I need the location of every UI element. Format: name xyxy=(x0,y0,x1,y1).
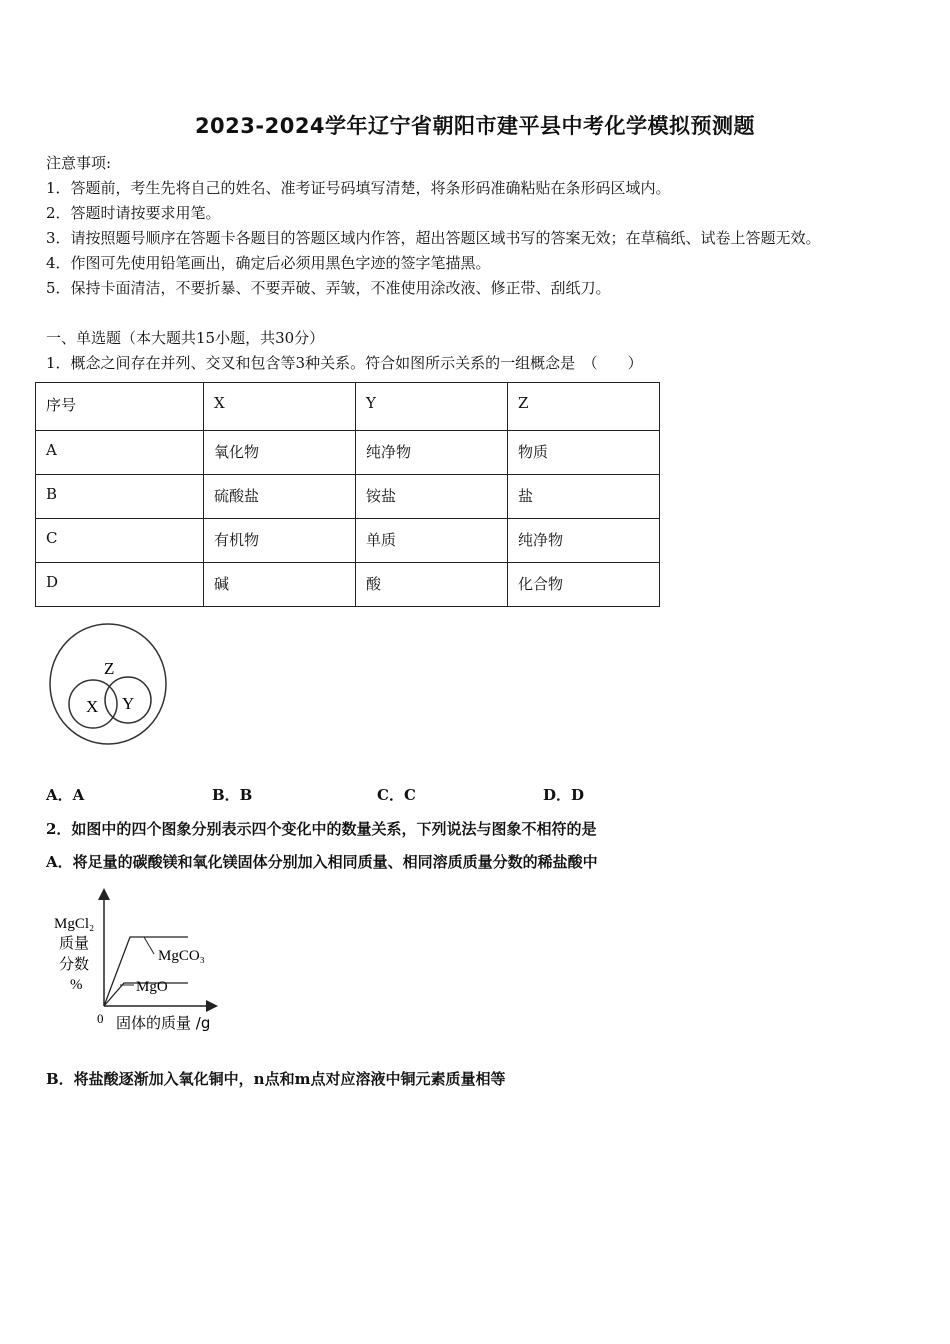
z-circle xyxy=(50,624,166,744)
page-title: 2023-2024学年辽宁省朝阳市建平县中考化学模拟预测题 xyxy=(194,114,756,138)
option-c: C．C xyxy=(377,786,416,804)
note-item: 4．作图可先使用铅笔画出，确定后必须用黑色字迹的签字笔描黑。 xyxy=(46,254,491,272)
concept-table xyxy=(35,382,660,607)
table-cell: C xyxy=(36,519,204,563)
table-row xyxy=(36,475,660,519)
table-cell: B xyxy=(36,475,204,519)
mgco3-pointer xyxy=(144,937,154,954)
y-axis-label-2: 质量 xyxy=(59,934,90,952)
table-cell: 酸 xyxy=(356,563,508,607)
y-axis-label-1: MgCl₂ xyxy=(54,916,95,932)
y-axis-label-3: 分数 xyxy=(59,955,90,973)
z-label: Z xyxy=(104,659,115,678)
table-header-row xyxy=(36,383,660,431)
table-header-cell: Z xyxy=(508,383,660,431)
series-label-mgo: MgO xyxy=(136,979,168,995)
x-label: X xyxy=(86,697,99,716)
notes-heading: 注意事项: xyxy=(46,154,112,172)
note-item: 3．请按照题号顺序在答题卡各题目的答题区域内作答，超出答题区域书写的答案无效；在草稿纸、试卷上答题无效。 xyxy=(46,229,821,247)
table-row xyxy=(36,519,660,563)
table-cell: 物质 xyxy=(508,431,660,475)
table-cell: 盐 xyxy=(508,475,660,519)
table-cell: D xyxy=(36,563,204,607)
table-row xyxy=(36,431,660,475)
table-cell: 碱 xyxy=(204,563,356,607)
table-cell: 单质 xyxy=(356,519,508,563)
table-cell: 纯净物 xyxy=(356,431,508,475)
y-label: Y xyxy=(122,694,135,713)
section-heading: 一、单选题（本大题共15小题，共30分） xyxy=(46,329,325,347)
y-axis-label-4: % xyxy=(70,977,83,993)
question-2-stem: 2．如图中的四个图象分别表示四个变化中的数量关系，下列说法与图象不相符的是 xyxy=(46,820,597,838)
table-cell: 氧化物 xyxy=(204,431,356,475)
table-cell: A xyxy=(36,431,204,475)
question-1-stem: 1．概念之间存在并列、交叉和包含等3种关系。符合如图所示关系的一组概念是 （ ） xyxy=(46,354,643,372)
option-d: D．D xyxy=(543,786,585,804)
x-axis-label: 固体的质量 /g xyxy=(116,1014,211,1032)
option-b: B．B xyxy=(212,786,253,804)
option-a: A．A xyxy=(46,786,85,804)
table-header-cell: 序号 xyxy=(36,383,204,431)
table-cell: 化合物 xyxy=(508,563,660,607)
note-item: 5．保持卡面清洁，不要折暴、不要弄破、弄皱，不准使用涂改液、修正带、刮纸刀。 xyxy=(46,279,611,297)
note-item: 2．答题时请按要求用笔。 xyxy=(46,204,221,222)
question-2-option-a: A．将足量的碳酸镁和氧化镁固体分别加入相同质量、相同溶质质量分数的稀盐酸中 xyxy=(46,853,598,871)
series-label-mgco3: MgCO₃ xyxy=(158,948,205,964)
mgcl2-graph xyxy=(50,888,225,1036)
table-cell: 有机物 xyxy=(204,519,356,563)
note-item: 1．答题前，考生先将自己的姓名、准考证号码填写清楚，将条形码准确粘贴在条形码区域内。 xyxy=(46,179,671,197)
origin-label: 0 xyxy=(97,1011,104,1026)
table-header-cell: X xyxy=(204,383,356,431)
table-cell: 铵盐 xyxy=(356,475,508,519)
venn-diagram xyxy=(44,618,174,750)
table-row xyxy=(36,563,660,607)
question-2-option-b: B．将盐酸逐渐加入氧化铜中，n点和m点对应溶液中铜元素质量相等 xyxy=(46,1070,506,1088)
table-cell: 硫酸盐 xyxy=(204,475,356,519)
table-cell: 纯净物 xyxy=(508,519,660,563)
table-header-cell: Y xyxy=(356,383,508,431)
